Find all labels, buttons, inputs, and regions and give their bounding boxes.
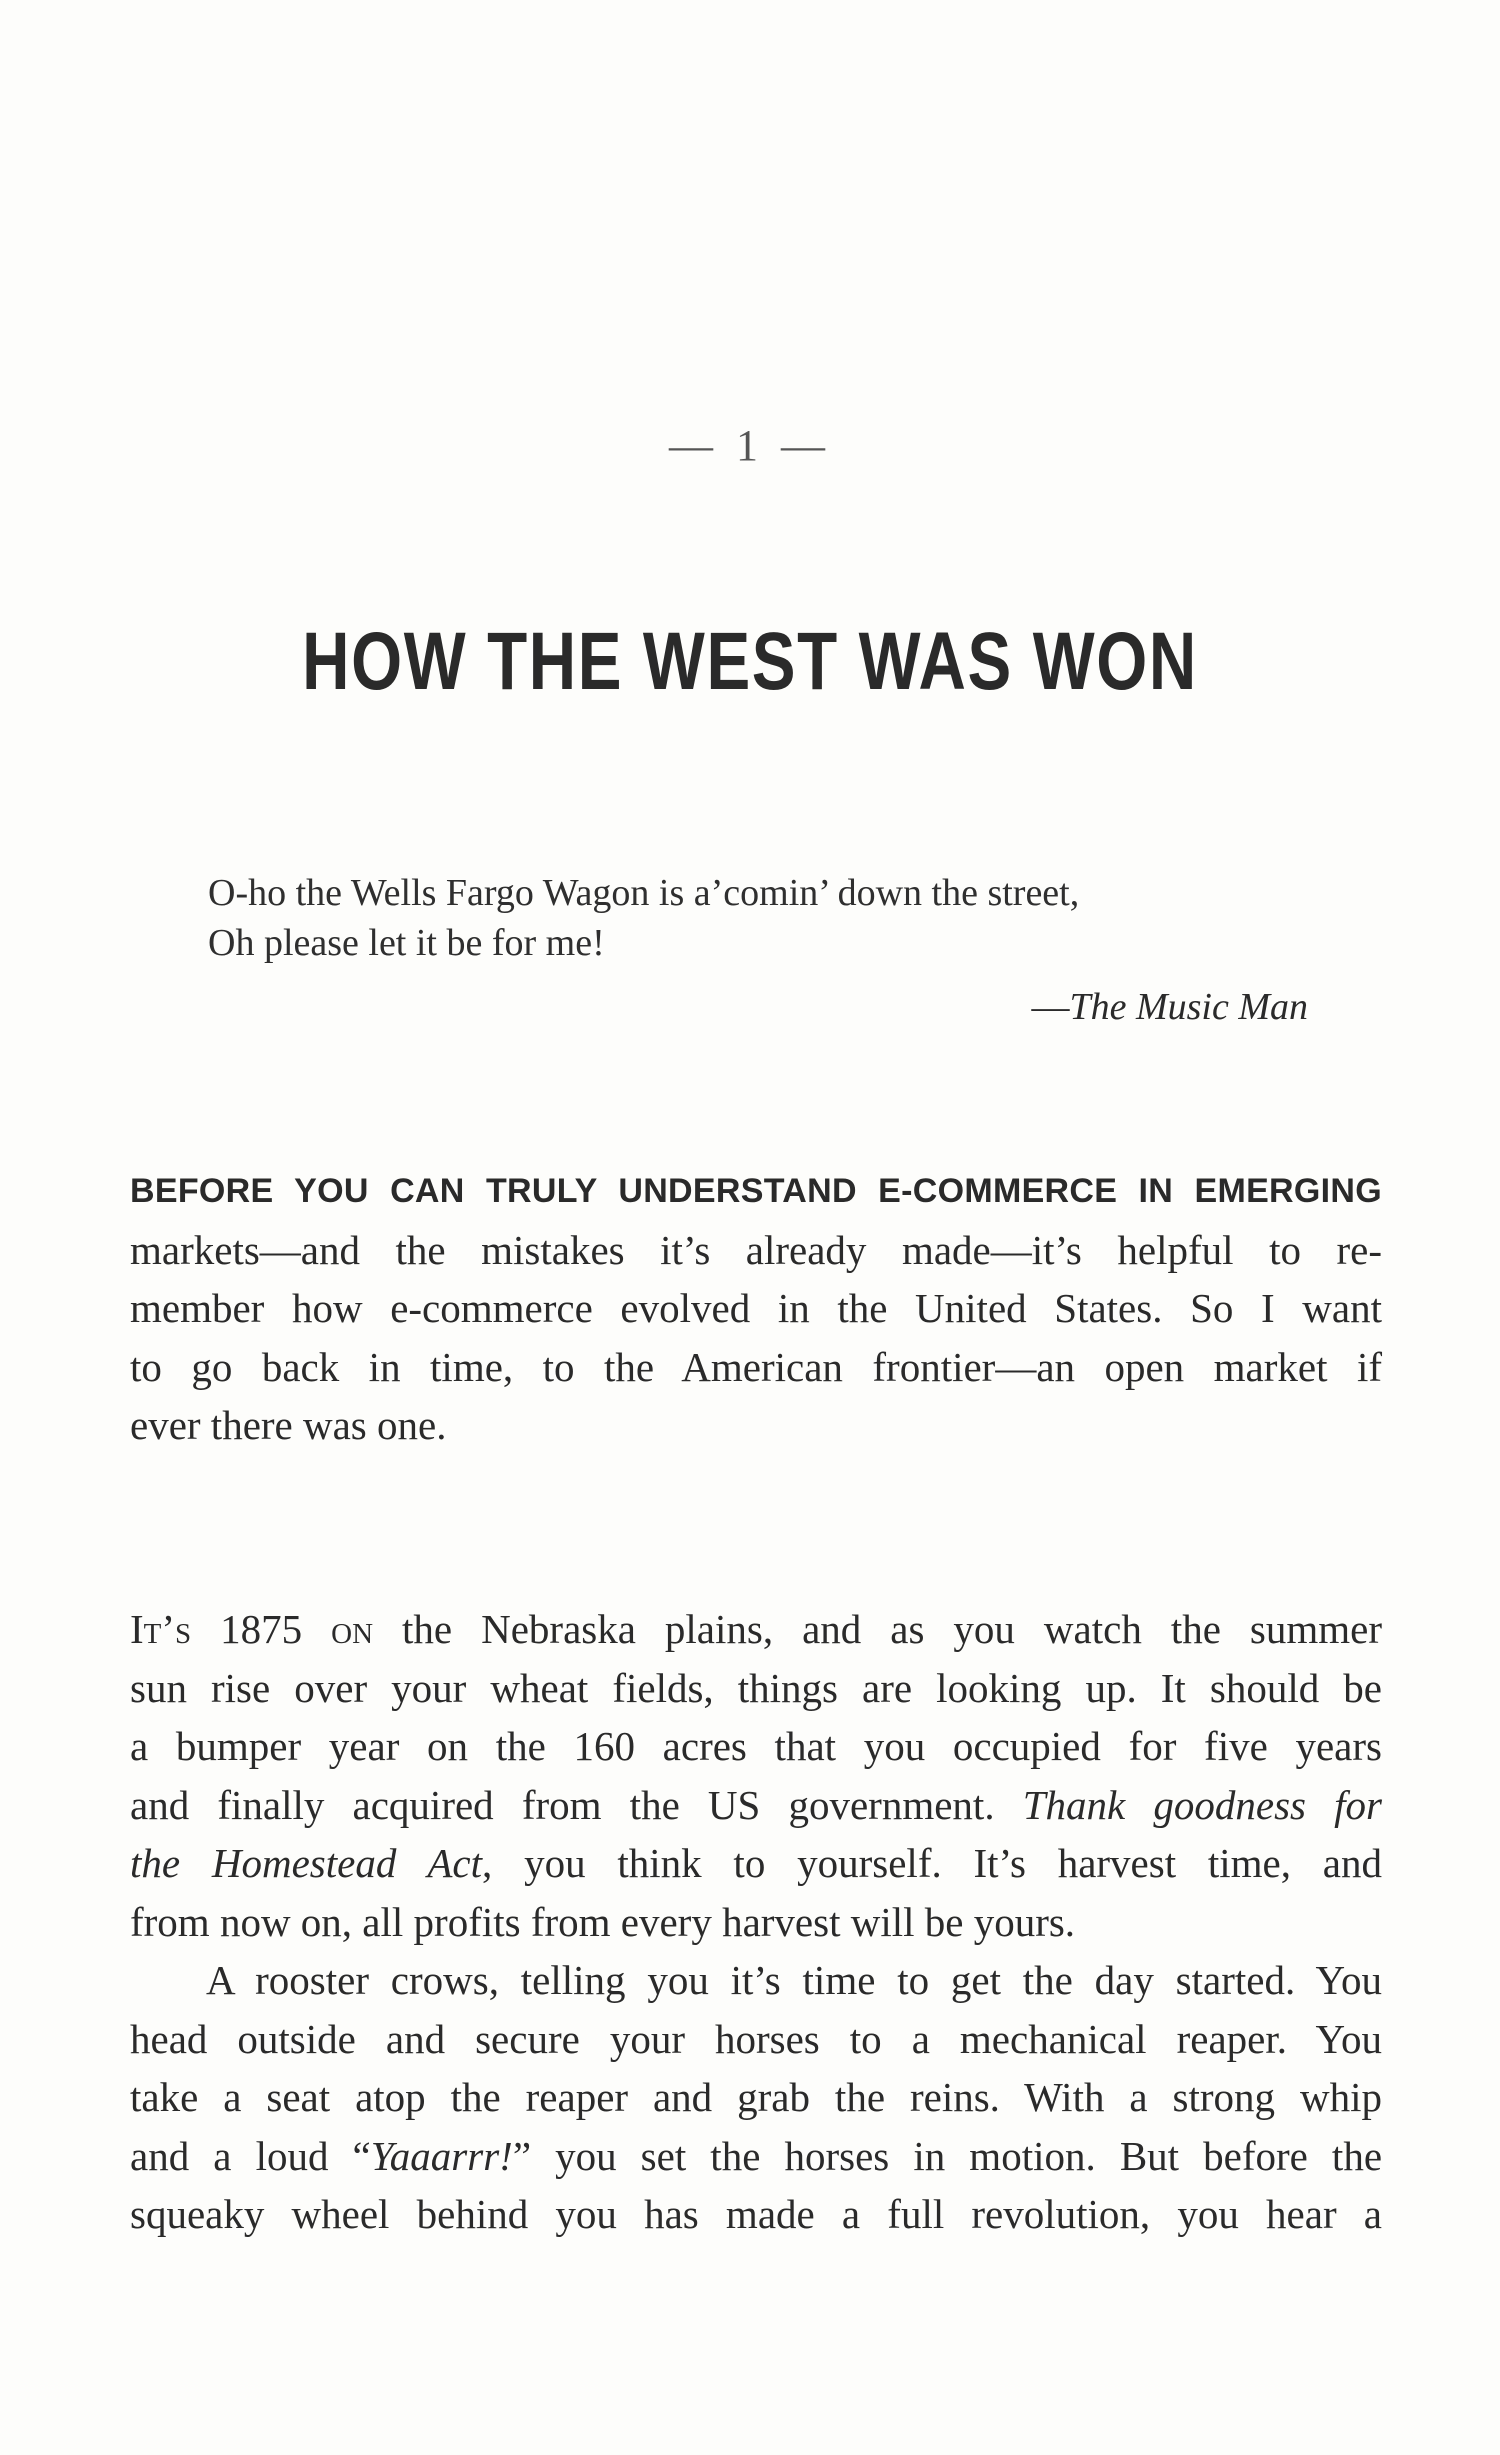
paragraph-line: squeaky wheel behind you has made a full revolution, you hear a bbox=[130, 2191, 1382, 2237]
italic-run: Thank goodness for bbox=[1022, 1781, 1382, 1828]
paragraph-line: markets—and the mistakes it’s already made—it’s helpful to re- bbox=[130, 1226, 1382, 1273]
epigraph bbox=[208, 868, 1308, 968]
paragraph-line bbox=[130, 1834, 1382, 1893]
text-run: and finally acquired from the US government. bbox=[130, 1781, 995, 1828]
intro-lead-line: BEFORE YOU CAN TRULY UNDERSTAND E-COMMERCE IN EMERGING bbox=[130, 1172, 1382, 1210]
paragraph-line bbox=[130, 2127, 1382, 2186]
text-run: and a loud “ bbox=[130, 2132, 371, 2179]
epigraph-attribution bbox=[208, 982, 1308, 1032]
italic-run: the Homestead Act bbox=[130, 1840, 483, 1886]
text-run: , you think to yourself. It’s harvest time, and bbox=[482, 1840, 1382, 1886]
epigraph-line: O-ho the Wells Fargo Wagon is a’comin’ down the street, bbox=[208, 872, 1080, 914]
attribution-dash: — bbox=[1031, 986, 1070, 1028]
epigraph-line: Oh please let it be for me! bbox=[208, 922, 605, 964]
italic-run: Yaaarrr! bbox=[370, 2132, 513, 2179]
paragraph-line: to go back in time, to the American frontier—an open market if bbox=[130, 1343, 1382, 1390]
paragraph-line: head outside and secure your horses to a mechanical reaper. You bbox=[130, 2015, 1382, 2062]
paragraph-line bbox=[130, 1600, 1382, 1659]
paragraph-line: take a seat atop the reaper and grab the reins. With a strong whip bbox=[130, 2074, 1382, 2120]
intro-paragraph bbox=[130, 1162, 1382, 1455]
paragraph-line: ever there was one. bbox=[130, 1402, 447, 1448]
chapter-number: — 1 — bbox=[669, 421, 831, 470]
text-run: the Nebraska plains, and as you watch the summer bbox=[373, 1606, 1382, 1652]
section-opening-smallcaps: It’s 1875 on bbox=[130, 1606, 374, 1652]
attribution-source: The Music Man bbox=[1069, 986, 1308, 1028]
paragraph-line: A rooster crows, telling you it’s time to get the day started. You bbox=[206, 1957, 1382, 2003]
paragraph-line: a bumper year on the 160 acres that you occupied for five years bbox=[130, 1723, 1382, 1769]
paragraph-line bbox=[130, 1776, 1382, 1835]
chapter-title: HOW THE WEST WAS WON bbox=[302, 616, 1198, 707]
paragraph-line: member how e-commerce evolved in the United States. So I want bbox=[130, 1285, 1382, 1331]
paragraph-line: from now on, all profits from every harvest will be yours. bbox=[130, 1898, 1076, 1945]
section-text bbox=[130, 1600, 1382, 2244]
paragraph-line: sun rise over your wheat fields, things are looking up. It should be bbox=[130, 1664, 1382, 1711]
text-run: ” you set the horses in motion. But before the bbox=[512, 2132, 1383, 2179]
